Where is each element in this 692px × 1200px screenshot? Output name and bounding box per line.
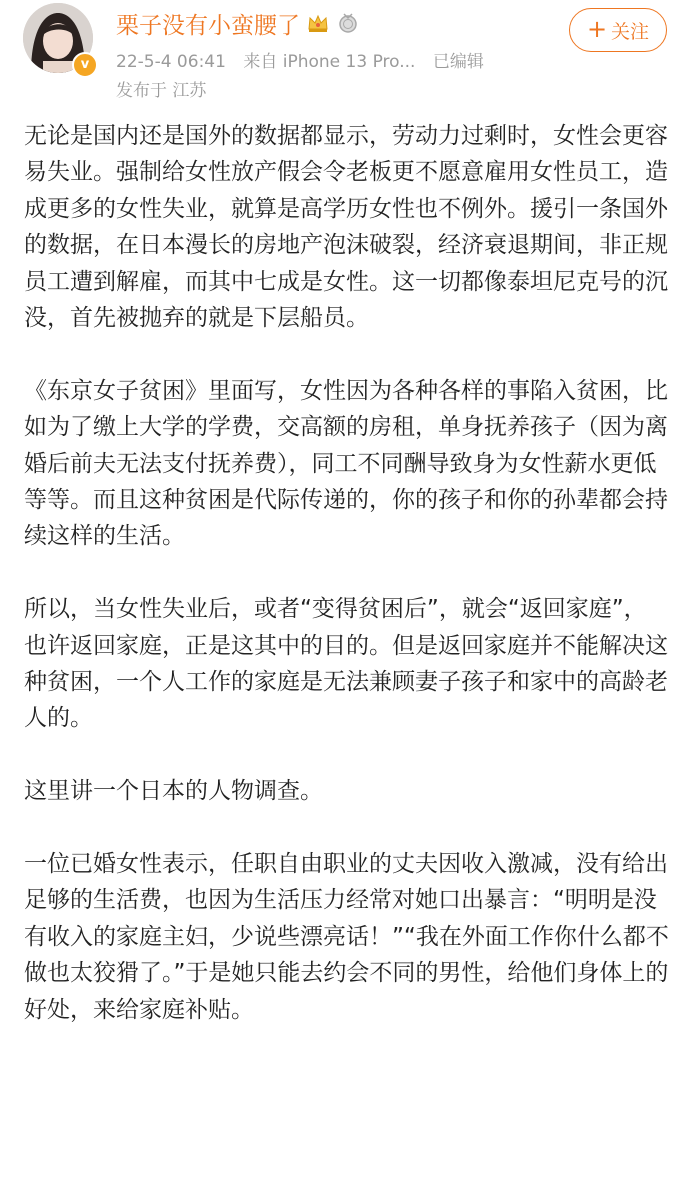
post-date: 22-5-4 06:41 — [116, 52, 226, 72]
username[interactable]: 栗子没有小蛮腰了 — [116, 12, 300, 39]
medal-icon[interactable] — [336, 11, 360, 35]
post-paragraph: 一位已婚女性表示，任职自由职业的丈夫因收入激减，没有给出足够的生活费，也因为生活压力经常对她口出暴言：“明明是没有收入的家庭主妇，少说些漂亮话！”“我在外面工作你什么都不做也太狡猾了。”于是她只能去约会不同的男性，给他们身体上的好处，来给家庭补贴。 — [24, 851, 669, 1023]
paragraph-spacer — [24, 555, 669, 591]
post-paragraph: 无论是国内还是国外的数据都显示，劳动力过剩时，女性会更容易失业。强制给女性放产假会令老板更不愿意雇用女性员工，造成更多的女性失业，就算是高学历女性也不例外。援引一条国外的数据，在日本漫长的房地产泡沫破裂，经济衰退期间，非正规员工遭到解雇，而其中七成是女性。这一切都像泰坦尼克号的沉没，首先被抛弃的就是下层船员。 — [24, 123, 668, 332]
paragraph-spacer — [24, 336, 669, 372]
post-paragraph: 所以，当女性失业后，或者“变得贫困后”，就会“返回家庭”，也许返回家庭，正是这其中的目的。但是返回家庭并不能解决这种贫困，一个人工作的家庭是无法兼顾妻子孩子和家中的高龄老人的。 — [24, 596, 668, 732]
post-paragraph: 这里讲一个日本的人物调查。 — [24, 778, 323, 805]
username-row — [116, 6, 360, 40]
verified-badge: v — [72, 52, 98, 78]
paragraph-spacer — [24, 737, 669, 773]
plus-icon: + — [586, 15, 608, 43]
follow-label: 关注 — [611, 20, 650, 43]
edited-label[interactable]: 已编辑 — [432, 52, 484, 72]
post-location: 发布于 江苏 — [116, 81, 207, 101]
post-meta — [116, 47, 484, 72]
crown-icon[interactable] — [306, 11, 330, 35]
follow-button[interactable] — [569, 8, 667, 52]
post-source: 来自 iPhone 13 Pro... — [243, 52, 416, 72]
post-header — [0, 0, 692, 120]
paragraph-spacer — [24, 810, 669, 846]
post-paragraph: 《东京女子贫困》里面写，女性因为各种各样的事陷入贫困，比如为了缴上大学的学费，交高额的房租，单身抚养孩子（因为离婚后前夫无法支付抚养费），同工不同酬导致身为女性薪水更低等等。而且这种贫困是代际传递的，你的孩子和你的孙辈都会持续这样的生活。 — [24, 377, 668, 550]
post-body — [24, 118, 669, 1028]
